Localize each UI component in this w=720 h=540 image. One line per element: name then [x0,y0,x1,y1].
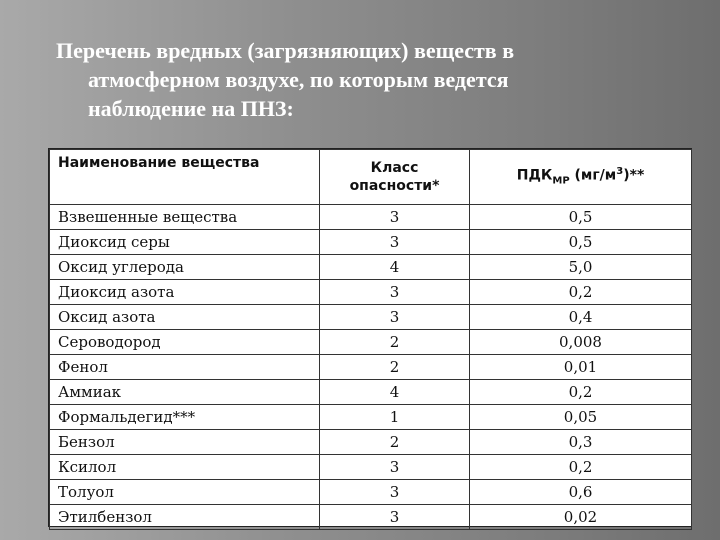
hazard-class-cell: 3 [320,455,470,480]
substances-table [49,149,692,530]
hazard-class-cell: 2 [320,430,470,455]
pdk-value-cell: 0,02 [470,505,692,530]
table-row [50,205,692,230]
hazard-class-cell: 2 [320,355,470,380]
pdk-value-cell: 5,0 [470,255,692,280]
pdk-value-cell: 0,6 [470,480,692,505]
pdk-value-cell: 0,4 [470,305,692,330]
header-hazard-class-line-2: опасности* [349,178,440,194]
table-row [50,505,692,530]
hazard-class-cell: 3 [320,505,470,530]
pdk-value-cell: 0,5 [470,230,692,255]
substance-name-cell: Диоксид азота [50,280,320,305]
substance-name-cell: Оксид азота [50,305,320,330]
table-row [50,355,692,380]
hazard-class-cell: 2 [320,330,470,355]
header-pdk-tail: )** [623,167,645,184]
substance-name-cell: Формальдегид*** [50,405,320,430]
table-row [50,280,692,305]
hazard-class-cell: 3 [320,280,470,305]
hazard-class-cell: 3 [320,230,470,255]
substance-name-cell: Аммиак [50,380,320,405]
substance-name-cell: Бензол [50,430,320,455]
title-line-2: атмосферном воздухе, по которым ведется [88,67,509,92]
pdk-value-cell: 0,3 [470,430,692,455]
substance-name-cell: Ксилол [50,455,320,480]
header-substance-name: Наименование вещества [50,150,320,205]
hazard-class-cell: 3 [320,305,470,330]
substance-name-cell: Взвешенные вещества [50,205,320,230]
substance-name-cell: Сероводород [50,330,320,355]
header-hazard-class-line-1: Класс [370,160,419,176]
table-row [50,405,692,430]
table-row [50,230,692,255]
hazard-class-cell: 3 [320,480,470,505]
substance-name-cell: Оксид углерода [50,255,320,280]
header-pdk-units: (мг/м [569,167,617,184]
hazard-class-cell: 3 [320,205,470,230]
substance-name-cell: Диоксид серы [50,230,320,255]
header-pdk-sub: МР [552,175,570,187]
hazard-class-cell: 4 [320,255,470,280]
hazard-class-cell: 4 [320,380,470,405]
pdk-value-cell: 0,5 [470,205,692,230]
substances-table-container [48,148,692,527]
table-row [50,255,692,280]
header-hazard-class [320,150,470,205]
pdk-value-cell: 0,2 [470,455,692,480]
pdk-value-cell: 0,2 [470,280,692,305]
title-line-1: Перечень вредных (загрязняющих) веществ в [56,38,515,63]
pdk-value-cell: 0,01 [470,355,692,380]
title-line-3: наблюдение на ПНЗ: [88,96,294,121]
substance-name-cell: Этилбензол [50,505,320,530]
table-row [50,330,692,355]
substance-name-cell: Фенол [50,355,320,380]
table-row [50,430,692,455]
pdk-value-cell: 0,05 [470,405,692,430]
header-pdk-sup: 3 [616,166,624,178]
table-header-row [50,150,692,205]
pdk-value-cell: 0,008 [470,330,692,355]
table-row [50,305,692,330]
slide-title [56,36,666,123]
table-row [50,380,692,405]
header-pdk-main: ПДК [516,167,553,184]
table-body [50,205,692,530]
hazard-class-cell: 1 [320,405,470,430]
table-row [50,455,692,480]
header-pdk [470,150,692,205]
substance-name-cell: Толуол [50,480,320,505]
pdk-value-cell: 0,2 [470,380,692,405]
table-row [50,480,692,505]
